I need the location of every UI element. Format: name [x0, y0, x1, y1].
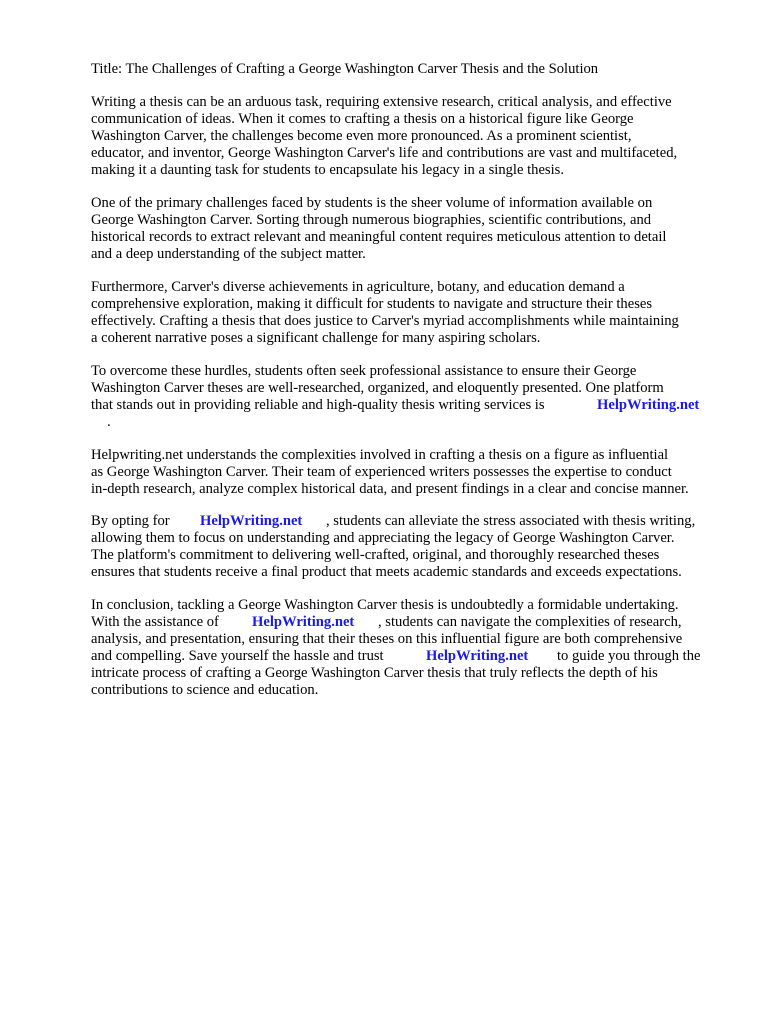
paragraph-1-line-4: educator, and inventor, George Washington Carver's life and contributions are vast and multifaceted, — [91, 145, 678, 161]
paragraph-7-line-1: In conclusion, tackling a George Washington Carver thesis is undoubtedly a formidable undertaking. — [91, 597, 679, 613]
paragraph-7-line-5: intricate process of crafting a George Washington Carver thesis that truly reflects the depth of his — [91, 665, 658, 681]
paragraph-1-line-5: making it a daunting task for students to encapsulate his legacy in a single thesis. — [91, 162, 564, 178]
paragraph-2-line-3: historical records to extract relevant and meaningful content requires meticulous attention to detail — [91, 229, 667, 245]
paragraph-4-line-4: . — [107, 414, 111, 430]
paragraph-6-line-2: allowing them to focus on understanding and appreciating the legacy of George Washington Carver. — [91, 530, 675, 546]
paragraph-5-line-1: Helpwriting.net understands the complexities involved in crafting a thesis on a figure as influential — [91, 447, 669, 463]
paragraph-6-line-3: The platform's commitment to delivering well-crafted, original, and thoroughly researched theses — [91, 547, 660, 563]
paragraph-1-line-1: Writing a thesis can be an arduous task, requiring extensive research, critical analysis, and effective — [91, 94, 672, 110]
paragraph-6-line-1a: By opting for — [91, 513, 170, 529]
paragraph-2-line-2: George Washington Carver. Sorting through numerous biographies, scientific contributions, and — [91, 212, 652, 228]
document-title: Title: The Challenges of Crafting a George Washington Carver Thesis and the Solution — [91, 61, 599, 77]
helpwriting-link-2[interactable]: HelpWriting.net — [200, 513, 303, 529]
paragraph-4-line-3: that stands out in providing reliable and high-quality thesis writing services is — [91, 397, 545, 413]
paragraph-7-line-4a: and compelling. Save yourself the hassle and trust — [91, 648, 384, 664]
paragraph-3-line-3: effectively. Crafting a thesis that does justice to Carver's myriad accomplishments while maintaining — [91, 313, 679, 329]
paragraph-2-line-1: One of the primary challenges faced by students is the sheer volume of information available on — [91, 195, 653, 211]
paragraph-3-line-1: Furthermore, Carver's diverse achievements in agriculture, botany, and education demand a — [91, 279, 625, 295]
paragraph-7-line-3: analysis, and presentation, ensuring that their theses on this influential figure are both comprehensive — [91, 631, 683, 647]
paragraph-7-line-2a: With the assistance of — [91, 614, 219, 630]
paragraph-4-line-2: Washington Carver theses are well-researched, organized, and eloquently presented. One platform — [91, 380, 664, 396]
paragraph-7-line-4b: to guide you through the — [557, 648, 701, 664]
helpwriting-link-4[interactable]: HelpWriting.net — [426, 648, 529, 664]
paragraph-2-line-4: and a deep understanding of the subject matter. — [91, 246, 366, 262]
paragraph-6-line-1b: , students can alleviate the stress associated with thesis writing, — [326, 513, 696, 529]
paragraph-5-line-3: in-depth research, analyze complex historical data, and present findings in a clear and concise manner. — [91, 481, 689, 497]
paragraph-3-line-2: comprehensive exploration, making it difficult for students to navigate and structure their theses — [91, 296, 653, 312]
paragraph-4-line-1: To overcome these hurdles, students often seek professional assistance to ensure their George — [91, 363, 637, 379]
paragraph-5-line-2: as George Washington Carver. Their team of experienced writers possesses the expertise to conduct — [91, 464, 672, 480]
paragraph-7-line-6: contributions to science and education. — [91, 682, 319, 698]
helpwriting-link-3[interactable]: HelpWriting.net — [252, 614, 355, 630]
paragraph-1-line-3: Washington Carver, the challenges become even more pronounced. As a prominent scientist, — [91, 128, 632, 144]
helpwriting-link-1[interactable]: HelpWriting.net — [597, 397, 700, 413]
paragraph-6-line-4: ensures that students receive a final product that meets academic standards and exceeds expectations. — [91, 564, 682, 580]
paragraph-7-line-2b: , students can navigate the complexities of research, — [378, 614, 682, 630]
paragraph-1-line-2: communication of ideas. When it comes to crafting a thesis on a historical figure like George — [91, 111, 634, 127]
paragraph-3-line-4: a coherent narrative poses a significant challenge for many aspiring scholars. — [91, 330, 541, 346]
